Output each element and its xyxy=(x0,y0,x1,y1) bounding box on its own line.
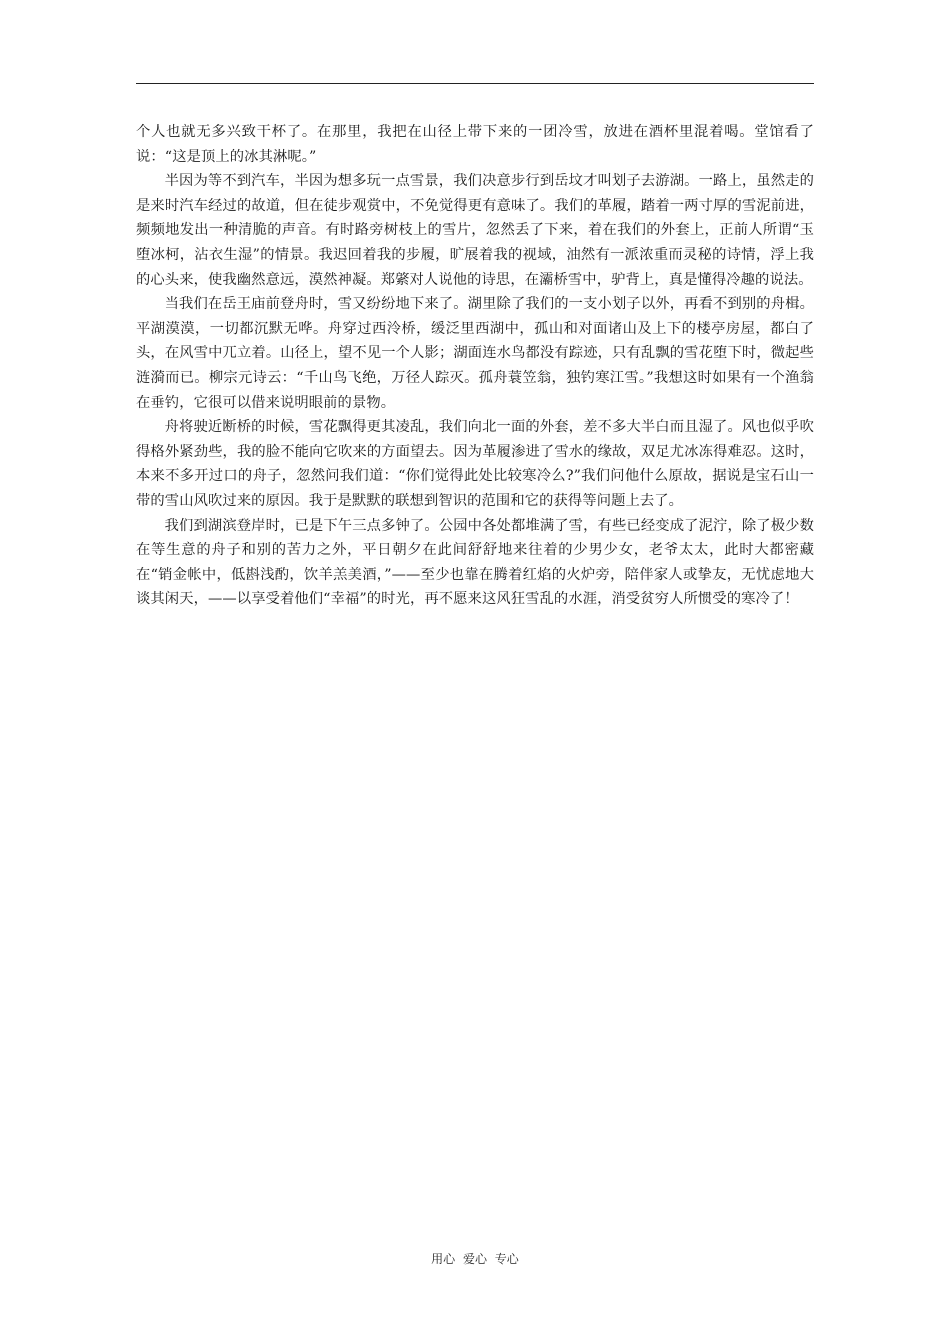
paragraph-1: 个人也就无多兴致干杯了。在那里，我把在山径上带下来的一团冷雪，放进在酒杯里混着喝。堂馆看了说：“这是顶上的冰其淋呢。” xyxy=(136,124,814,165)
paragraph-4: 舟将驶近断桥的时候，雪花飘得更其凌乱，我们向北一面的外套，差不多大半白而且湿了。风也似乎吹得格外紧劲些，我的脸不能向它吹来的方面望去。因为革履渗进了雪水的缘故，双足尤冰冻得难忍。这时，本来不多开过口的舟子，忽然问我们道：“你们觉得此处比较寒冷么?”我们问他什么原故，据说是宝石山一带的雪山风吹过来的原因。我于是默默的联想到智识的范围和它的获得等问题上去了。 xyxy=(136,419,814,509)
page-footer: 用心 爱心 专心 xyxy=(431,1252,519,1266)
header-rule xyxy=(136,83,814,84)
paragraph-2: 半因为等不到汽车，半因为想多玩一点雪景，我们决意步行到岳坟才叫划子去游湖。一路上，虽然走的是来时汽车经过的故道，但在徒步观赏中，不免觉得更有意味了。我们的革履，踏着一两寸厚的雪泥前进，频频地发出一种清脆的声音。有时路旁树枝上的雪片，忽然丢了下来，着在我们的外套上，正前人所谓“玉堕冰柯，沾衣生湿”的情景。我迟回着我的步履，旷展着我的视域，油然有一派浓重而灵秘的诗情，浮上我的心头来，使我幽然意远，漠然神凝。郑綮对人说他的诗思，在灞桥雪中，驴背上，真是懂得冷趣的说法。 xyxy=(136,173,814,288)
document-body xyxy=(136,120,814,612)
paragraph-5: 我们到湖滨登岸时，已是下午三点多钟了。公园中各处都堆满了雪，有些已经变成了泥泞，除了极少数在等生意的舟子和别的苦力之外，平日朝夕在此间舒舒地来往着的少男少女，老爷太太，此时大都密藏在“销金帐中，低斟浅酌，饮羊羔美酒，”——至少也靠在腾着红焰的火炉旁，陪伴家人或挚友，无忧虑地大谈其闲天，——以享受着他们“幸福”的时光，再不愿来这风狂雪乱的水涯，消受贫穷人所惯受的寒冷了！ xyxy=(136,517,814,608)
paragraph-3: 当我们在岳王庙前登舟时，雪又纷纷地下来了。湖里除了我们的一支小划子以外，再看不到别的舟楫。平湖漠漠，一切都沉默无哗。舟穿过西泠桥，缓泛里西湖中，孤山和对面诸山及上下的楼亭房屋，都白了头，在风雪中兀立着。山径上，望不见一个人影；湖面连水鸟都没有踪迹，只有乱飘的雪花堕下时，微起些涟漪而已。柳宗元诗云：“千山鸟飞绝，万径人踪灭。孤舟蓑笠翁，独钓寒江雪。”我想这时如果有一个渔翁在垂钓，它很可以借来说明眼前的景物。 xyxy=(136,296,814,411)
